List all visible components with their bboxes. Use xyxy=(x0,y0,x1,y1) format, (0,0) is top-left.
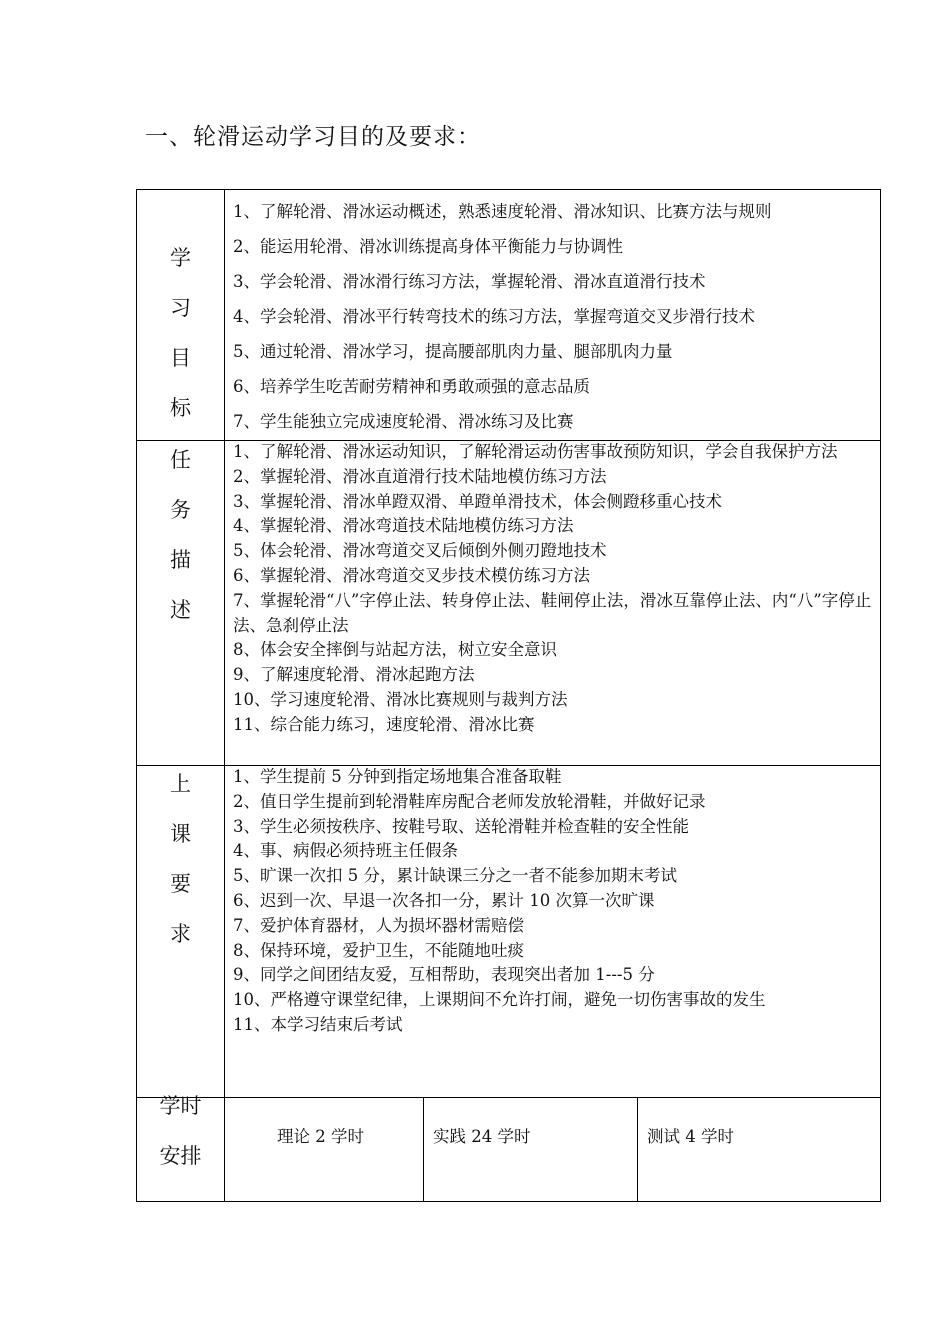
list-item: 5、旷课一次扣 5 分，累计缺课三分之一者不能参加期末考试 xyxy=(233,866,677,886)
requirements-heading xyxy=(137,772,224,972)
list-item: 4、掌握轮滑、滑冰弯道技术陆地模仿练习方法 xyxy=(233,516,574,536)
list-item: 7、掌握轮滑“八”字停止法、转身停止法、鞋闸停止法，滑冰互靠停止法、内“八”字停止法、急刹停止法 xyxy=(233,590,872,635)
list-item: 7、学生能独立完成速度轮滑、滑冰练习及比赛 xyxy=(233,412,574,431)
hours-practice: 实践 24 学时 xyxy=(433,1127,531,1146)
list-item: 8、保持环境，爱护卫生，不能随地吐痰 xyxy=(233,940,524,960)
requirements-heading-char: 要 xyxy=(170,872,191,896)
list-item: 6、迟到一次、早退一次各扣一分，累计 10 次算一次旷课 xyxy=(233,890,655,910)
list-item: 8、体会安全摔倒与站起方法，树立安全意识 xyxy=(233,640,557,660)
requirements-heading-char: 课 xyxy=(170,822,191,846)
list-item: 6、培养学生吃苦耐劳精神和勇敢顽强的意志品质 xyxy=(233,377,590,396)
requirements-list xyxy=(233,765,877,1038)
tasks-heading xyxy=(137,448,224,648)
list-item: 7、爱护体育器材，人为损坏器材需赔偿 xyxy=(233,915,524,935)
list-item: 5、体会轮滑、滑冰弯道交叉后倾倒外侧刃蹬地技术 xyxy=(233,541,607,561)
list-item: 2、掌握轮滑、滑冰直道滑行技术陆地模仿练习方法 xyxy=(233,466,607,486)
list-item: 3、学会轮滑、滑冰滑行练习方法，掌握轮滑、滑冰直道滑行技术 xyxy=(233,272,706,291)
list-item: 4、学会轮滑、滑冰平行转弯技术的练习方法，掌握弯道交叉步滑行技术 xyxy=(233,307,755,326)
list-item: 2、值日学生提前到轮滑鞋库房配合老师发放轮滑鞋，并做好记录 xyxy=(233,791,706,811)
tasks-heading-char: 务 xyxy=(170,498,191,522)
course-requirements-table xyxy=(136,189,881,1202)
hours-heading-line: 安排 xyxy=(159,1144,202,1168)
list-item: 6、掌握轮滑、滑冰弯道交叉步技术模仿练习方法 xyxy=(233,565,590,585)
hours-theory: 理论 2 学时 xyxy=(277,1127,364,1146)
goals-heading-char: 标 xyxy=(170,396,191,420)
requirements-heading-char: 上 xyxy=(170,772,191,796)
tasks-heading-char: 描 xyxy=(170,548,191,572)
list-item: 9、了解速度轮滑、滑冰起跑方法 xyxy=(233,665,475,685)
list-item: 10、严格遵守课堂纪律，上课期间不允许打闹，避免一切伤害事故的发生 xyxy=(233,990,766,1010)
list-item: 10、学习速度轮滑、滑冰比赛规则与裁判方法 xyxy=(233,689,568,709)
list-item: 1、学生提前 5 分钟到指定场地集合准备取鞋 xyxy=(233,767,562,786)
hours-heading-line: 学时 xyxy=(159,1094,202,1118)
page-title: 一、轮滑运动学习目的及要求： xyxy=(145,124,481,150)
goals-heading-char: 目 xyxy=(170,346,191,370)
list-item: 11、综合能力练习，速度轮滑、滑冰比赛 xyxy=(233,714,535,734)
list-item: 2、能运用轮滑、滑冰训练提高身体平衡能力与协调性 xyxy=(233,237,623,256)
list-item: 5、通过轮滑、滑冰学习，提高腰部肌肉力量、腿部肌肉力量 xyxy=(233,342,673,361)
list-item: 1、了解轮滑、滑冰运动知识，了解轮滑运动伤害事故预防知识，学会自我保护方法 xyxy=(233,442,838,461)
table-column-divider xyxy=(224,190,225,1201)
tasks-list xyxy=(233,440,877,738)
list-item: 3、掌握轮滑、滑冰单蹬双滑、单蹬单滑技术，体会侧蹬移重心技术 xyxy=(233,491,722,511)
goals-heading-char: 习 xyxy=(170,296,191,320)
list-item: 9、同学之间团结友爱，互相帮助，表现突出者加 1---5 分 xyxy=(233,965,655,985)
goals-list xyxy=(233,201,877,446)
requirements-heading-char: 求 xyxy=(170,922,191,946)
tasks-heading-char: 述 xyxy=(170,598,191,622)
list-item: 3、学生必须按秩序、按鞋号取、送轮滑鞋并检查鞋的安全性能 xyxy=(233,816,689,836)
list-item: 4、事、病假必须持班主任假条 xyxy=(233,841,458,861)
table-divider xyxy=(137,1097,880,1098)
list-item: 11、本学习结束后考试 xyxy=(233,1014,403,1034)
goals-heading xyxy=(137,246,224,446)
hours-heading xyxy=(137,1095,224,1195)
list-item: 1、了解轮滑、滑冰运动概述，熟悉速度轮滑、滑冰知识、比赛方法与规则 xyxy=(233,202,772,221)
table-column-divider xyxy=(423,1097,424,1201)
hours-test: 测试 4 学时 xyxy=(647,1127,734,1146)
goals-heading-char: 学 xyxy=(170,246,191,270)
tasks-heading-char: 任 xyxy=(170,448,191,472)
table-column-divider xyxy=(637,1097,638,1201)
